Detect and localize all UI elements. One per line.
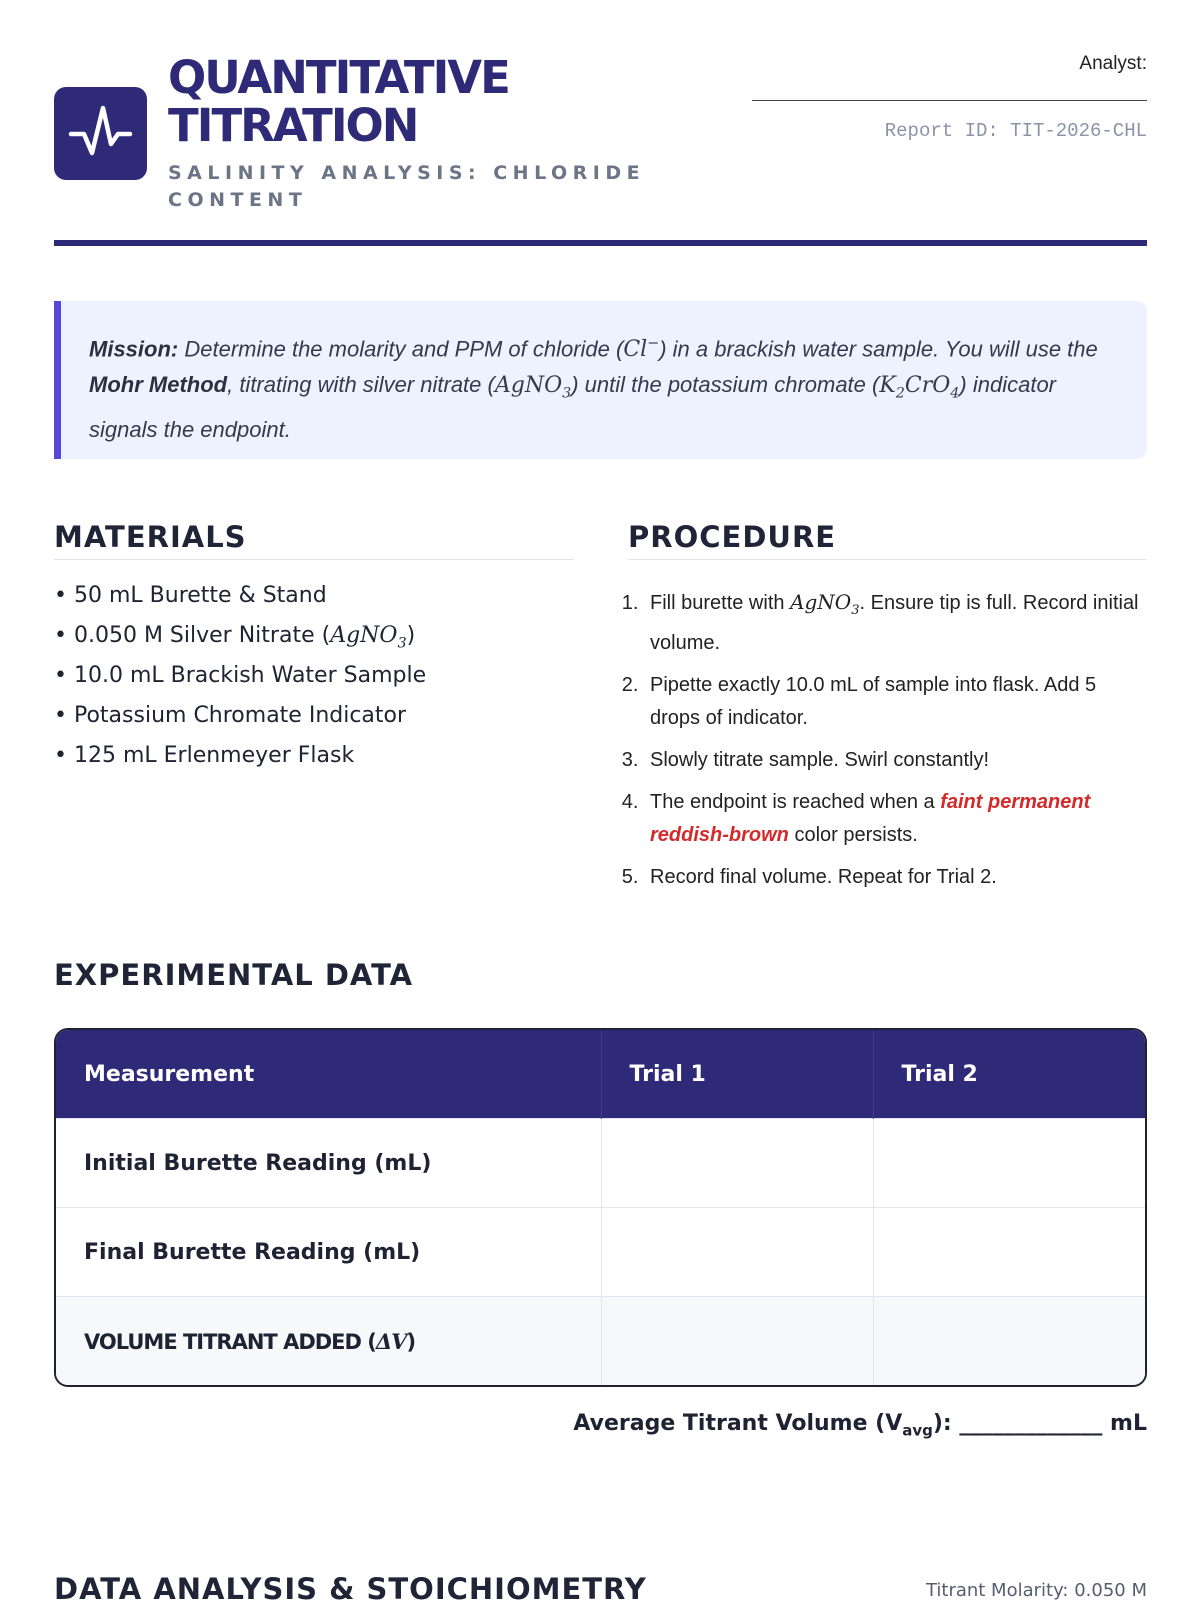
materials-rule [54,559,574,560]
list-item: • 10.0 mL Brackish Water Sample [54,656,426,696]
chromate-o-subscript: 4 [950,385,960,402]
average-volume-label: Average Titrant Volume (V [573,1411,903,1436]
materials-list [54,576,426,776]
column-header-trial-1: Trial 1 [601,1030,873,1119]
worksheet-page [54,0,1147,1606]
chromate-k-subscript: 2 [895,385,905,402]
volume-added-trial-1-cell[interactable] [601,1297,873,1386]
mission-label: Mission: [89,336,179,362]
row-label: Initial Burette Reading (mL) [56,1119,601,1208]
procedure-heading: PROCEDURE [628,520,837,554]
analyst-signature-line[interactable] [752,100,1147,101]
volume-added-row [56,1297,1145,1386]
procedure-rule [628,559,1147,560]
chloride-formula: Cl [623,337,648,363]
material-formula-subscript: 3 [397,635,407,652]
average-volume-subscript: avg [902,1421,933,1440]
mission-text-b: ) in a brackish water sample. You will use the [659,336,1098,362]
volume-added-text: VOLUME TITRANT ADDED ( [84,1329,376,1354]
procedure-step-1 [644,586,1148,660]
mission-text-c: , titrating with silver nitrate ( [227,372,495,398]
silver-nitrate-formula: AgNO [494,373,563,399]
step-1-text-b: . Ensure tip is full. Record initial volume. [650,592,1139,654]
step-1-formula-subscript: 3 [851,603,860,618]
material-formula: AgNO [330,623,398,648]
row-label: Final Burette Reading (mL) [56,1208,601,1297]
silver-nitrate-subscript: 3 [562,385,572,402]
volume-added-label [56,1297,601,1386]
list-item [54,616,426,656]
header-divider [54,240,1147,246]
mission-method: Mohr Method [89,372,228,398]
procedure-step-2: 2. Pipette exactly 10.0 mL of sample into flask. Add 5 drops of indicator. [644,669,1148,735]
experimental-heading: EXPERIMENTAL DATA [54,958,414,992]
average-volume-blank: ): _____________ mL [932,1411,1147,1436]
step-4-text-a: The endpoint is reached when a [650,791,941,813]
list-item: • 125 mL Erlenmeyer Flask [54,736,426,776]
title-line-1: QUANTITATIVE [168,51,509,104]
list-item: • 50 mL Burette & Stand [54,576,426,616]
analyst-label: Analyst: [1079,53,1147,74]
mission-text-a: Determine the molarity and PPM of chloride ( [184,336,624,362]
pulse-waveform-icon [54,87,147,180]
volume-added-close: ) [406,1329,416,1354]
column-header-measurement: Measurement [56,1030,601,1119]
experimental-data-table [54,1028,1147,1387]
mission-callout [54,301,1147,459]
procedure-step-3: 3. Slowly titrate sample. Swirl constantly! [644,744,1148,777]
average-volume-line[interactable] [573,1411,1147,1439]
mission-text-d: ) until the potassium chromate ( [571,372,880,398]
report-id: Report ID: TIT-2026-CHL [884,120,1147,142]
step-1-formula: AgNO [790,590,852,614]
final-reading-trial-2-cell[interactable] [873,1208,1145,1297]
chromate-cro: CrO [904,373,951,399]
initial-reading-trial-2-cell[interactable] [873,1119,1145,1208]
delta-v-symbol: ΔV [375,1328,407,1354]
volume-added-trial-2-cell[interactable] [873,1297,1145,1386]
table-row [56,1119,1145,1208]
titrant-molarity: Titrant Molarity: 0.050 M [925,1580,1147,1601]
material-item-2-text: 0.050 M Silver Nitrate ( [73,623,331,648]
mission-text-e: ) indicator signals the endpoint. [89,372,1056,442]
list-item: • Potassium Chromate Indicator [54,696,426,736]
material-formula-close: ) [406,623,416,648]
procedure-step-4 [644,786,1148,852]
endpoint-color-emphasis: faint permanent reddish-brown [650,791,1091,846]
procedure-step-5: 5. Record final volume. Repeat for Trial 2. [644,861,1148,894]
final-reading-trial-1-cell[interactable] [601,1208,873,1297]
table-row [56,1208,1145,1297]
chloride-charge: − [647,336,660,352]
column-header-trial-2: Trial 2 [873,1030,1145,1119]
step-4-text-b: color persists. [788,824,918,846]
table-header-row [56,1030,1145,1119]
materials-heading: MATERIALS [54,520,247,554]
step-1-text-a: Fill burette with [650,592,791,614]
procedure-list [628,586,1148,903]
title-line-2: TITRATION [168,99,418,152]
initial-reading-trial-1-cell[interactable] [601,1119,873,1208]
chromate-k: K [879,373,896,399]
page-subtitle: SALINITY ANALYSIS: CHLORIDE CONTENT [168,162,646,211]
page-title [168,51,509,152]
analysis-heading: DATA ANALYSIS & STOICHIOMETRY [54,1572,647,1606]
